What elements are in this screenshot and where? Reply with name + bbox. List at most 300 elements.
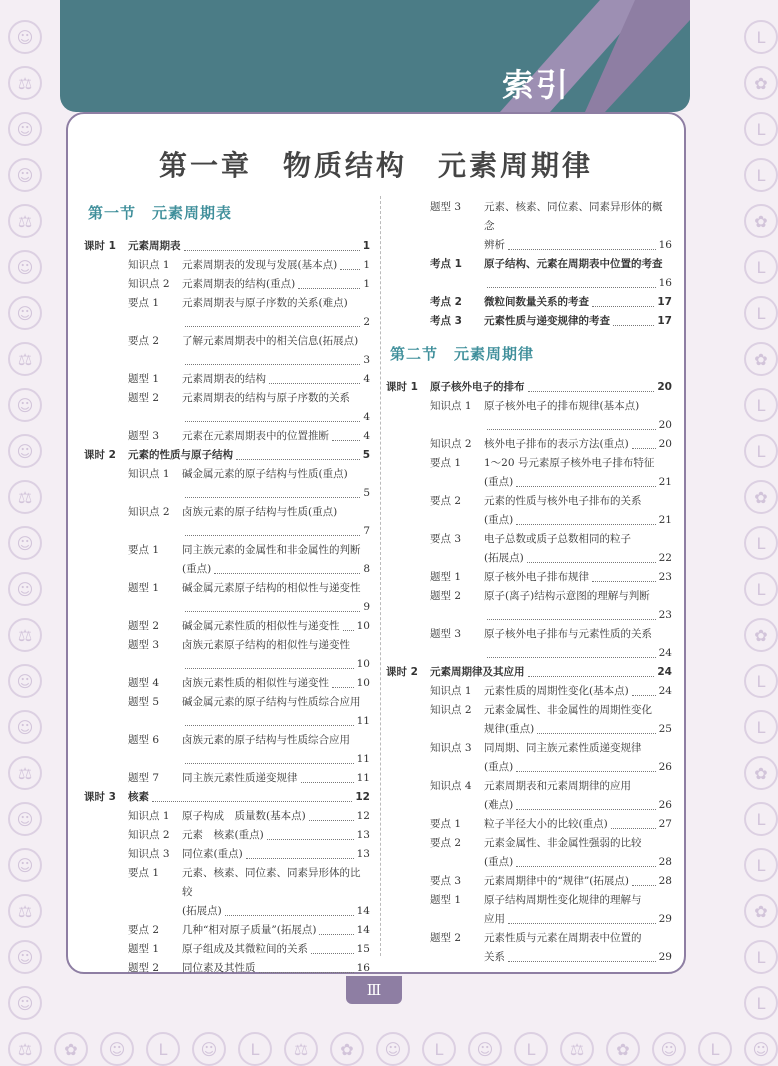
entry-continuation-text: (重点) [182,563,212,575]
background-pattern-icon: ☺ [8,940,42,974]
dot-leader [516,796,655,810]
entry-tag: 题型 1 [430,894,462,906]
background-pattern-icon: ✿ [54,1032,88,1066]
background-pattern-icon: ☺ [8,848,42,882]
toc-entry[interactable] [84,465,370,484]
toc-entry[interactable] [386,815,672,834]
toc-entry[interactable] [386,872,672,891]
toc-entry[interactable] [386,891,672,910]
entry-title: 原子结构、元素在周期表中位置的考查 [484,258,663,270]
entry-text [182,389,370,408]
toc-entry[interactable] [84,807,370,826]
toc-entry-continuation [84,712,370,731]
page-ref: 26 [658,761,672,773]
entry-title: 碱金属元素的原子结构与性质综合应用 [182,696,361,708]
dot-leader [516,473,655,487]
page-ref: 11 [356,753,370,765]
entry-continuation-text: (拓展点) [484,552,524,564]
page-ref: 4 [363,411,370,423]
dot-leader [592,568,656,582]
entry-text [128,446,370,465]
entry-title: 元素金属性、非金属性的周期性变化 [484,704,652,716]
toc-entry-continuation [386,720,672,739]
entry-title: 元素金属性、非金属性强弱的比较 [484,837,642,849]
entry-tag: 知识点 1 [128,810,170,822]
entry-tag: 题型 1 [128,582,160,594]
page-ref: 23 [658,571,672,583]
toc-entry[interactable] [84,389,370,408]
dot-leader [516,511,655,525]
entry-tag: 课时 2 [386,666,418,678]
toc-entry[interactable] [84,674,370,693]
entry-text [182,807,370,826]
entry-continuation-text: (重点) [484,476,514,488]
entry-tag: 要点 1 [430,818,462,830]
entry-continuation-text: (重点) [484,761,514,773]
entry-continuation [484,796,672,815]
entry-continuation [484,853,672,872]
entry-title: 卤族元素原子结构的相似性与递变性 [182,639,350,651]
entry-text [430,378,672,397]
toc-entry[interactable] [386,701,672,720]
dot-leader [246,845,354,859]
page-ref: 16 [356,962,370,974]
toc-entry-continuation [84,484,370,503]
entry-text [182,845,370,864]
entry-title: 碱金属元素性质的相似性与递变性 [182,620,340,632]
toc-entry[interactable] [84,370,370,389]
entry-text [484,293,672,312]
background-pattern-icon: ☺ [8,710,42,744]
dot-leader [528,378,655,392]
page-ref: 20 [658,419,672,431]
entry-tag: 要点 1 [430,457,462,469]
background-pattern-icon: L [698,1032,732,1066]
toc-entry[interactable] [386,739,672,758]
toc-entry[interactable] [386,492,672,511]
entry-title: 原子核外电子排布与元素性质的关系 [484,628,652,640]
entry-tag: 题型 1 [430,571,462,583]
dot-leader [487,606,656,620]
toc-entry[interactable] [84,617,370,636]
entry-tag: 知识点 1 [430,685,472,697]
background-pattern-icon: ☺ [468,1032,502,1066]
entry-title: 核外电子排布的表示方法(重点) [484,438,629,450]
entry-tag: 题型 7 [128,772,160,784]
dot-leader [185,484,360,498]
toc-entry[interactable] [84,921,370,940]
dot-leader [516,853,655,867]
background-pattern-icon: ☺ [8,526,42,560]
background-pattern-icon: ☺ [8,986,42,1020]
entry-text [182,693,370,712]
entry-continuation [484,910,672,929]
toc-entry-continuation [84,408,370,427]
page-ref: 25 [658,723,672,735]
page-ref: 24 [658,685,672,697]
entry-text [484,454,672,473]
background-pattern-icon: ⚖ [8,618,42,652]
page-ref: 7 [363,525,370,537]
entry-title: 元素周期表的结构(重点) [182,278,296,290]
page-ref: 22 [658,552,672,564]
background-pattern-icon: ✿ [606,1032,640,1066]
entry-tag: 知识点 2 [128,506,170,518]
entry-continuation [484,720,672,739]
dot-leader [592,293,654,307]
toc-entry[interactable] [386,682,672,701]
entry-continuation [182,313,370,332]
toc-entry[interactable] [84,332,370,351]
entry-text [182,503,370,522]
page-ref: 26 [658,799,672,811]
page-ref: 10 [356,658,370,670]
background-pattern-icon: ✿ [744,618,778,652]
entry-continuation-text: (拓展点) [182,905,222,917]
dot-leader [185,712,354,726]
right-column [386,198,672,967]
toc-entry[interactable] [84,959,370,978]
dot-leader [185,750,354,764]
toc-entry-continuation [84,655,370,674]
page-ref: 16 [658,239,672,251]
entry-tag: 要点 3 [430,875,462,887]
entry-continuation-text: 应用 [484,913,505,925]
entry-title: 卤族元素的原子结构与性质综合应用 [182,734,350,746]
entry-text [182,636,370,655]
background-pattern-icon: ✿ [744,66,778,100]
background-pattern-icon: L [744,296,778,330]
entry-continuation [182,655,370,674]
toc-entry[interactable] [386,625,672,644]
dot-leader [332,427,360,441]
toc-entry-continuation [386,549,672,568]
entry-tag: 题型 4 [128,677,160,689]
dot-leader [309,807,354,821]
entry-tag: 题型 1 [128,373,160,385]
dot-leader [632,435,656,449]
dot-leader [487,274,656,288]
entry-title: 同位素及其性质 [182,962,256,974]
toc-entry-continuation [386,606,672,625]
entry-title: 电子总数或质子总数相同的粒子 [484,533,631,545]
entry-title: 元素周期表的结构与原子序数的关系 [182,392,350,404]
entry-title: 卤族元素性质的相似性与递变性 [182,677,329,689]
background-pattern-icon: ☺ [8,572,42,606]
background-pattern-icon: ⚖ [8,66,42,100]
entry-text [484,891,672,910]
entry-text [484,777,672,796]
toc-entry[interactable] [84,237,370,256]
toc-entry[interactable] [84,788,370,807]
page-ref: 28 [658,856,672,868]
entry-text [484,834,672,853]
toc-entry-continuation [84,522,370,541]
dot-leader [527,549,656,563]
entry-tag: 题型 3 [430,628,462,640]
background-pattern-icon: ✿ [744,480,778,514]
entry-text [484,492,672,511]
entry-tag: 课时 3 [84,791,116,803]
toc-entry[interactable] [386,293,672,312]
toc-entry[interactable] [84,427,370,446]
background-pattern-icon: L [744,20,778,54]
entry-text [484,312,672,331]
toc-entry[interactable] [84,541,370,560]
entry-title: 元素周期律及其应用 [430,666,525,678]
toc-list [386,378,672,967]
background-pattern-icon: L [514,1032,548,1066]
background-pattern-icon: ☺ [8,112,42,146]
background-pattern-icon: L [744,802,778,836]
entry-text [484,872,672,891]
entry-text [484,625,672,644]
toc-entry[interactable] [386,378,672,397]
entry-tag: 考点 2 [430,296,462,308]
page-ref: 27 [658,818,672,830]
entry-tag: 要点 2 [430,837,462,849]
entry-continuation [484,606,672,625]
dot-leader [185,655,354,669]
entry-tag: 考点 3 [430,315,462,327]
toc-entry[interactable] [84,275,370,294]
entry-text [484,198,672,236]
entry-continuation [484,274,672,293]
entry-continuation [484,758,672,777]
background-pattern-icon: ☺ [652,1032,686,1066]
toc-entry[interactable] [84,256,370,275]
entry-text [182,826,370,845]
dot-leader [185,313,360,327]
page-ref: 1 [363,278,370,290]
entry-title: 原子核外电子的排布 [430,381,525,393]
background-pattern-icon: L [744,572,778,606]
entry-continuation [182,484,370,503]
toc-entry[interactable] [386,777,672,796]
entry-title: 原子结构周期性变化规律的理解与 [484,894,642,906]
toc-entry[interactable] [84,845,370,864]
background-pattern-icon: ☺ [8,250,42,284]
toc-entry[interactable] [84,769,370,788]
page-ref: 14 [356,905,370,917]
entry-tag: 题型 5 [128,696,160,708]
background-pattern-icon: ☺ [8,434,42,468]
dot-leader [516,758,655,772]
entry-title: 元素周期表与原子序数的关系(难点) [182,297,348,309]
entry-continuation [182,351,370,370]
toc-entry[interactable] [386,198,672,236]
toc-entry[interactable] [84,864,370,902]
toc-entry[interactable] [84,294,370,313]
page-ref: 4 [363,373,370,385]
toc-entry-continuation [386,274,672,293]
entry-text [182,769,370,788]
toc-entry[interactable] [84,940,370,959]
entry-title: 原子核外电子排布规律 [484,571,589,583]
entry-title: 元素性质与元素在周期表中位置的 [484,932,642,944]
page-ref: 24 [658,647,672,659]
toc-entry[interactable] [386,530,672,549]
toc-entry[interactable] [84,693,370,712]
toc-entry-continuation [84,902,370,921]
entry-continuation [182,750,370,769]
left-column [84,198,370,978]
entry-title: 元素的性质与原子结构 [128,449,233,461]
entry-tag: 知识点 4 [430,780,472,792]
dot-leader [311,940,354,954]
dot-leader [152,788,352,802]
page-ref: 2 [363,316,370,328]
dot-leader [259,959,354,973]
toc-entry[interactable] [386,834,672,853]
toc-entry[interactable] [84,503,370,522]
page-ref: 10 [356,677,370,689]
dot-leader [611,815,656,829]
toc-entry-continuation [386,511,672,530]
page-ref: 15 [356,943,370,955]
toc-entry[interactable] [84,731,370,750]
dot-leader [487,416,656,430]
entry-text [128,237,370,256]
entry-tag: 要点 3 [430,533,462,545]
page-ref: 28 [658,875,672,887]
entry-title: 1～20 号元素原子核外电子排布特征 [484,457,655,469]
dot-leader [632,872,656,886]
toc-entry[interactable] [386,929,672,948]
entry-tag: 题型 2 [430,590,462,602]
toc-entry[interactable] [84,636,370,655]
dot-leader [632,682,656,696]
background-pattern-icon: ☺ [8,296,42,330]
entry-text [182,959,370,978]
toc-entry[interactable] [386,435,672,454]
entry-tag: 课时 1 [84,240,116,252]
background-pattern-icon: ⚖ [560,1032,594,1066]
entry-title: 原子(离子)结构示意图的理解与判断 [484,590,650,602]
entry-continuation [484,416,672,435]
toc-entry-continuation [84,598,370,617]
page-ref: 13 [356,829,370,841]
page-ref: 14 [356,924,370,936]
entry-tag: 考点 1 [430,258,462,270]
page-ref: 11 [356,715,370,727]
background-pattern-icon: ⚖ [8,894,42,928]
entry-title: 元素周期表的发现与发展(基本点) [182,259,338,271]
background-pattern-icon: ☺ [376,1032,410,1066]
entry-tag: 知识点 3 [430,742,472,754]
dot-leader [267,826,354,840]
toc-entry[interactable] [84,446,370,465]
entry-continuation [182,560,370,579]
page-ref: 1 [362,240,370,252]
entry-continuation-text: (难点) [484,799,514,811]
toc-entry[interactable] [386,568,672,587]
entry-text [484,739,672,758]
entry-continuation [182,598,370,617]
entry-tag: 课时 2 [84,449,116,461]
page-ref: 29 [658,913,672,925]
entry-tag: 题型 3 [128,430,160,442]
toc-entry-continuation [386,416,672,435]
toc-entry[interactable] [386,663,672,682]
page-ref: 5 [362,449,370,461]
dot-leader [319,921,353,935]
dot-leader [185,522,360,536]
entry-text [182,275,370,294]
entry-text [484,682,672,701]
entry-continuation [182,408,370,427]
chapter-title: 第一章 物质结构 元素周期律 [158,149,593,182]
entry-continuation-text: (重点) [484,514,514,526]
entry-text [182,864,370,902]
background-pattern-icon: ☺ [8,20,42,54]
toc-entry[interactable] [386,454,672,473]
background-pattern-icon: ✿ [744,204,778,238]
page-ref: 13 [356,848,370,860]
page-ref: 16 [658,277,672,289]
page-ref: 17 [657,296,672,308]
entry-title: 元素、核素、同位素、同素异形体的概念 [484,201,663,232]
entry-tag: 题型 3 [430,201,462,213]
background-pattern-icon: ✿ [744,894,778,928]
page-ref: 12 [355,791,370,803]
entry-tag: 题型 2 [128,962,160,974]
entry-continuation [484,511,672,530]
entry-title: 元素、核素、同位素、同素异形体的比较 [182,867,361,898]
background-pattern-icon: L [744,848,778,882]
toc-entry-continuation [386,644,672,663]
dot-leader [508,948,656,962]
toc-entry[interactable] [386,397,672,416]
toc-entry[interactable] [386,255,672,274]
dot-leader [613,312,654,326]
background-pattern-icon: ☺ [8,158,42,192]
entry-title: 元素在元素周期表中的位置推断 [182,430,329,442]
background-pattern-icon: ☺ [8,802,42,836]
toc-entry[interactable] [386,587,672,606]
entry-tag: 要点 1 [128,297,160,309]
toc-entry-continuation [84,351,370,370]
toc-entry[interactable] [386,312,672,331]
page-ref: 24 [657,666,672,678]
entry-continuation [182,902,370,921]
toc-entry-continuation [386,473,672,492]
dot-leader [340,256,360,270]
background-pattern-icon: L [744,434,778,468]
toc-entry[interactable] [84,826,370,845]
background-pattern-icon: L [744,112,778,146]
toc-entry-continuation [386,758,672,777]
entry-title: 原子核外电子的排布规律(基本点) [484,400,640,412]
page-ref: 29 [658,951,672,963]
entry-title: 几种“相对原子质量”(拓展点) [182,924,317,936]
page-ref: 3 [363,354,370,366]
entry-tag: 要点 1 [128,867,160,879]
entry-title: 微粒间数量关系的考查 [484,296,589,308]
entry-text [484,587,672,606]
toc-entry[interactable] [84,579,370,598]
entry-title: 同周期、同主族元素性质递变规律 [484,742,642,754]
entry-title: 元素的性质与核外电子排布的关系 [484,495,642,507]
background-pattern-icon: ☺ [8,664,42,698]
entry-tag: 要点 2 [128,924,160,936]
dot-leader [343,617,354,631]
toc-list [84,237,370,978]
toc-entry-continuation [386,796,672,815]
entry-tag: 要点 1 [128,544,160,556]
entry-continuation-text: 辨析 [484,239,505,251]
entry-text [182,370,370,389]
